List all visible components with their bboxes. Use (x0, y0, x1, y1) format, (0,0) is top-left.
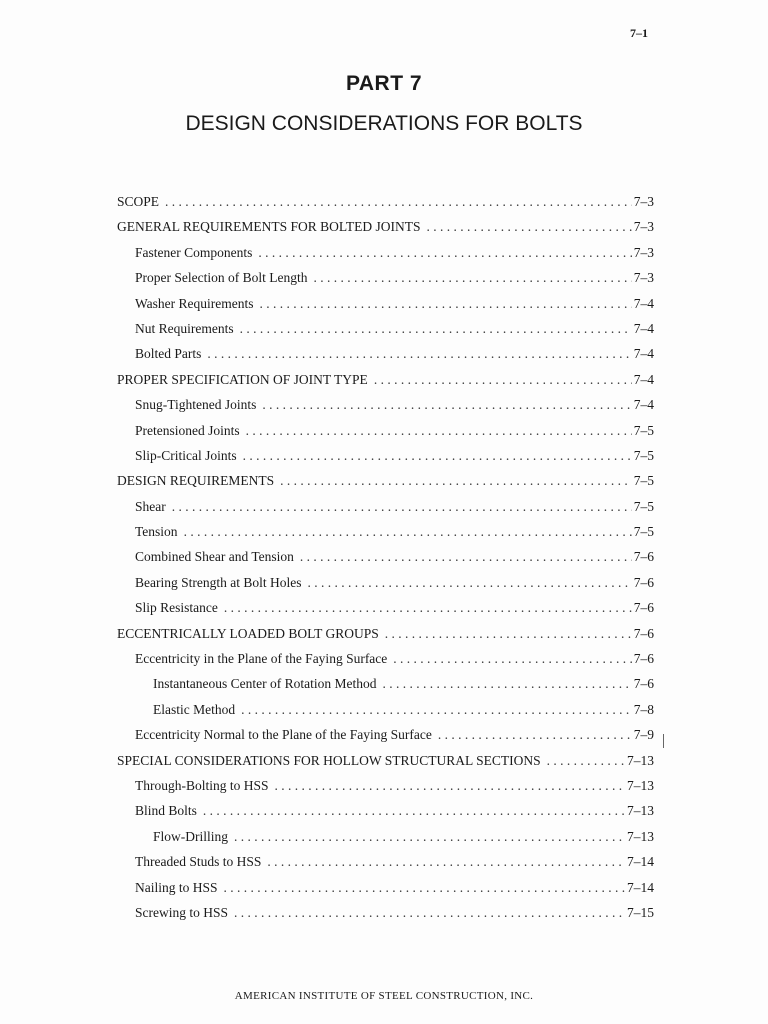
toc-leader-dots (165, 194, 632, 210)
toc-entry-page: 7–5 (633, 422, 654, 438)
toc-entry-page: 7–13 (627, 803, 654, 819)
toc-entry (117, 499, 654, 524)
toc-entry-title: Slip-Critical Joints (135, 447, 237, 463)
toc-leader-dots (243, 448, 632, 464)
footer-publisher: AMERICAN INSTITUTE OF STEEL CONSTRUCTION, INC. (234, 990, 534, 1002)
table-of-contents (117, 194, 654, 930)
toc-leader-dots (275, 778, 625, 794)
toc-leader-dots (427, 219, 632, 235)
toc-entry (117, 854, 654, 879)
toc-entry-page: 7–6 (633, 651, 654, 667)
part-title: PART 7 (345, 72, 423, 95)
toc-entry-page: 7–5 (633, 447, 654, 463)
toc-entry-title: Combined Shear and Tension (135, 549, 294, 565)
toc-entry (117, 778, 654, 803)
toc-leader-dots (267, 854, 625, 870)
toc-entry (117, 905, 654, 930)
toc-entry (117, 270, 654, 295)
toc-entry-title: Nut Requirements (135, 320, 234, 336)
toc-entry-page: 7–5 (633, 498, 654, 514)
toc-entry (117, 245, 654, 270)
toc-entry (117, 702, 654, 727)
toc-entry-title: Washer Requirements (135, 295, 254, 311)
toc-entry-title: Proper Selection of Bolt Length (135, 270, 308, 286)
toc-leader-dots (234, 905, 625, 921)
toc-leader-dots (385, 626, 632, 642)
toc-leader-dots (224, 880, 625, 896)
toc-entry (117, 600, 654, 625)
toc-leader-dots (258, 245, 631, 261)
toc-entry-page: 7–3 (633, 219, 654, 235)
toc-entry-page: 7–6 (633, 676, 654, 692)
toc-entry (117, 372, 654, 397)
toc-entry-page: 7–6 (633, 600, 654, 616)
toc-leader-dots (262, 397, 631, 413)
toc-entry-page: 7–6 (633, 549, 654, 565)
toc-entry-page: 7–13 (627, 752, 654, 768)
toc-leader-dots (234, 829, 625, 845)
page-number: 7–1 (630, 26, 648, 40)
toc-entry-page: 7–4 (633, 371, 654, 387)
toc-leader-dots (300, 549, 632, 565)
toc-entry (117, 321, 654, 346)
toc-leader-dots (307, 575, 631, 591)
toc-leader-dots (438, 727, 632, 743)
toc-entry (117, 727, 654, 752)
toc-entry-page: 7–4 (633, 397, 654, 413)
toc-entry-title: Threaded Studs to HSS (135, 854, 262, 870)
toc-entry (117, 194, 654, 219)
toc-entry (117, 473, 654, 498)
toc-entry-title: Slip Resistance (135, 600, 218, 616)
toc-leader-dots (241, 702, 632, 718)
toc-entry (117, 803, 654, 828)
toc-entry (117, 346, 654, 371)
toc-entry (117, 524, 654, 549)
toc-entry (117, 753, 654, 778)
toc-entry-page: 7–3 (633, 270, 654, 286)
toc-leader-dots (313, 270, 631, 286)
toc-leader-dots (172, 499, 632, 515)
toc-entry-title: Screwing to HSS (135, 904, 229, 920)
toc-leader-dots (382, 676, 631, 692)
toc-leader-dots (393, 651, 631, 667)
toc-entry (117, 219, 654, 244)
toc-entry-title: Snug-Tightened Joints (135, 397, 257, 413)
toc-leader-dots (224, 600, 632, 616)
toc-entry-page: 7–13 (627, 777, 654, 793)
toc-entry-title: Elastic Method (153, 701, 236, 717)
toc-entry (117, 423, 654, 448)
toc-leader-dots (246, 423, 632, 439)
toc-entry-page: 7–3 (633, 244, 654, 260)
toc-entry-title: Blind Bolts (135, 803, 197, 819)
toc-entry-page: 7–14 (627, 879, 654, 895)
toc-entry-page: 7–9 (633, 727, 654, 743)
toc-entry-title: PROPER SPECIFICATION OF JOINT TYPE (117, 371, 368, 387)
toc-entry-title: Instantaneous Center of Rotation Method (153, 676, 377, 692)
toc-entry (117, 651, 654, 676)
toc-entry (117, 676, 654, 701)
toc-entry-page: 7–4 (633, 346, 654, 362)
toc-entry-title: Fastener Components (135, 244, 253, 260)
margin-mark (663, 734, 664, 748)
toc-leader-dots (280, 473, 632, 489)
toc-leader-dots (374, 372, 632, 388)
toc-entry-title: Pretensioned Joints (135, 422, 240, 438)
toc-entry-page: 7–5 (633, 524, 654, 540)
toc-entry-title: Tension (135, 524, 178, 540)
toc-entry-page: 7–4 (633, 320, 654, 336)
toc-entry-page: 7–14 (627, 854, 654, 870)
toc-leader-dots (260, 296, 632, 312)
toc-leader-dots (547, 753, 625, 769)
toc-entry-title: Eccentricity in the Plane of the Faying Surface (135, 651, 388, 667)
toc-entry-title: SPECIAL CONSIDERATIONS FOR HOLLOW STRUCTURAL SECTIONS (117, 752, 541, 768)
toc-entry (117, 448, 654, 473)
toc-leader-dots (207, 346, 631, 362)
toc-entry-page: 7–6 (633, 574, 654, 590)
toc-entry-title: Bolted Parts (135, 346, 202, 362)
toc-entry-title: Shear (135, 498, 166, 514)
toc-entry-title: Eccentricity Normal to the Plane of the Faying Surface (135, 727, 432, 743)
toc-entry-page: 7–8 (633, 701, 654, 717)
toc-entry-title: Bearing Strength at Bolt Holes (135, 574, 302, 590)
toc-entry (117, 296, 654, 321)
toc-entry-title: SCOPE (117, 194, 160, 209)
toc-entry-title: GENERAL REQUIREMENTS FOR BOLTED JOINTS (117, 219, 421, 235)
toc-entry-title: ECCENTRICALLY LOADED BOLT GROUPS (117, 625, 379, 641)
toc-leader-dots (240, 321, 632, 337)
toc-entry-page: 7–15 (627, 904, 654, 920)
toc-entry-title: DESIGN REQUIREMENTS (117, 473, 275, 489)
toc-entry-page: 7–3 (633, 194, 654, 209)
toc-entry-title: Flow-Drilling (153, 828, 229, 844)
toc-entry (117, 880, 654, 905)
toc-entry-page: 7–13 (627, 828, 654, 844)
toc-entry (117, 397, 654, 422)
toc-leader-dots (203, 803, 625, 819)
toc-leader-dots (184, 524, 632, 540)
part-subtitle: DESIGN CONSIDERATIONS FOR BOLTS (185, 112, 583, 135)
toc-entry (117, 626, 654, 651)
toc-entry-page: 7–4 (633, 295, 654, 311)
toc-entry-page: 7–5 (633, 473, 654, 489)
toc-entry (117, 549, 654, 574)
toc-entry (117, 829, 654, 854)
toc-entry-title: Nailing to HSS (135, 879, 218, 895)
toc-entry-page: 7–6 (633, 625, 654, 641)
toc-entry (117, 575, 654, 600)
toc-entry-title: Through-Bolting to HSS (135, 777, 269, 793)
